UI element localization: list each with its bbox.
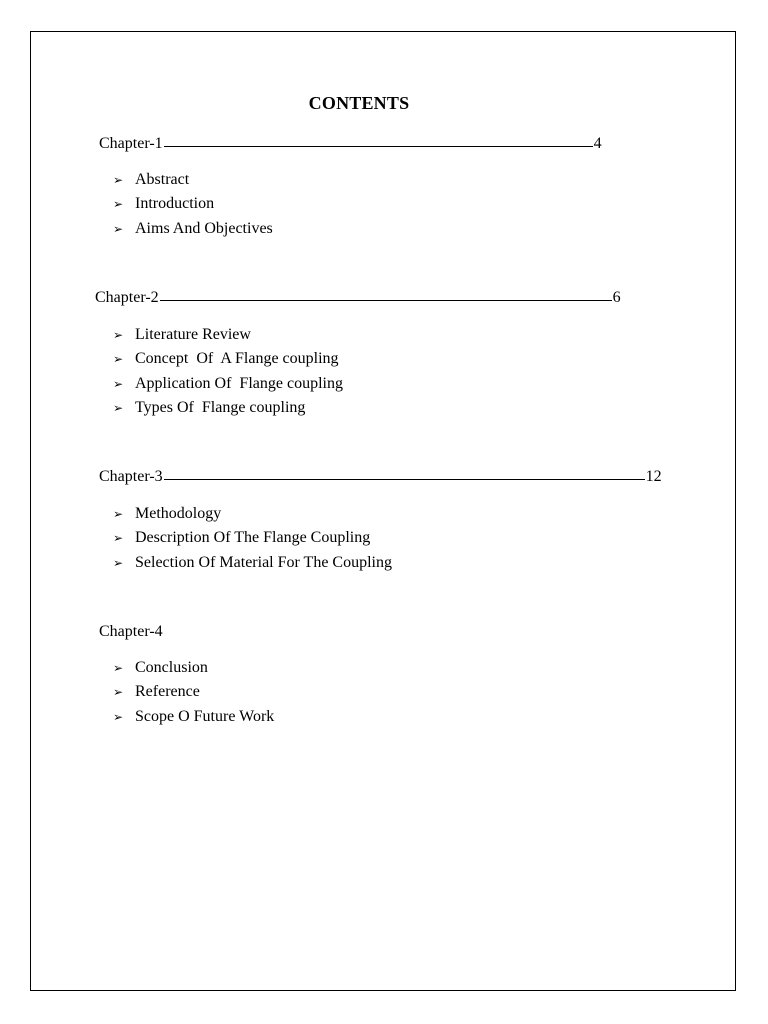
item-label: Introduction (135, 195, 215, 213)
chapter-2-heading (95, 288, 621, 308)
item-label: Types Of Flange coupling (135, 398, 306, 416)
chapter-2-page-number: 6 (612, 289, 621, 306)
list-item (113, 347, 343, 371)
arrowhead-bullet-icon: ➢ (113, 352, 124, 367)
chapter-2-label: Chapter-2 (95, 289, 159, 306)
arrowhead-bullet-icon: ➢ (113, 221, 124, 236)
list-item (113, 372, 343, 396)
chapter-1-page-number: 4 (593, 135, 602, 152)
chapter-2-leader-rule (160, 299, 612, 301)
item-label: Application Of Flange coupling (135, 374, 343, 392)
item-label: Scope O Future Work (135, 707, 275, 725)
chapter-2-item-list (113, 323, 343, 420)
chapter-3-heading (99, 467, 662, 487)
list-item (113, 656, 274, 680)
arrowhead-bullet-icon: ➢ (113, 661, 124, 675)
contents-title: CONTENTS (308, 93, 410, 113)
list-item (113, 705, 274, 729)
arrowhead-bullet-icon: ➢ (113, 555, 124, 570)
item-label: Description Of The Flange Coupling (135, 529, 371, 547)
item-label: Methodology (135, 505, 222, 522)
item-label: Reference (135, 683, 200, 701)
chapter-1-leader-rule (164, 145, 593, 147)
chapter-1-heading (99, 134, 602, 154)
item-label: Literature Review (135, 326, 251, 343)
arrowhead-bullet-icon: ➢ (113, 376, 124, 391)
arrowhead-bullet-icon: ➢ (113, 685, 124, 700)
list-item (113, 168, 273, 192)
list-item (113, 217, 273, 241)
arrowhead-bullet-icon: ➢ (113, 173, 124, 187)
arrowhead-bullet-icon: ➢ (113, 197, 124, 212)
chapter-4-heading (99, 622, 163, 642)
arrowhead-bullet-icon: ➢ (113, 507, 124, 521)
item-label: Abstract (135, 171, 190, 188)
list-item (113, 551, 392, 575)
chapter-3-item-list (113, 502, 392, 575)
item-label: Concept Of A Flange coupling (135, 350, 339, 368)
chapter-3-page-number: 12 (645, 468, 662, 485)
chapter-3-leader-rule (164, 478, 645, 480)
list-item (113, 192, 273, 216)
chapter-4-label: Chapter-4 (99, 623, 163, 640)
item-label: Aims And Objectives (135, 219, 273, 237)
list-item (113, 502, 392, 526)
list-item (113, 396, 343, 420)
chapter-1-label: Chapter-1 (99, 135, 163, 152)
chapter-1-item-list (113, 168, 273, 241)
chapter-4-item-list (113, 656, 274, 729)
item-label: Selection Of Material For The Coupling (135, 553, 392, 571)
arrowhead-bullet-icon: ➢ (113, 400, 124, 415)
chapter-3-label: Chapter-3 (99, 468, 163, 485)
item-label: Conclusion (135, 659, 208, 676)
arrowhead-bullet-icon: ➢ (113, 531, 124, 546)
list-item (113, 323, 343, 347)
arrowhead-bullet-icon: ➢ (113, 709, 124, 724)
arrowhead-bullet-icon: ➢ (113, 328, 124, 342)
list-item (113, 526, 392, 550)
list-item (113, 680, 274, 704)
